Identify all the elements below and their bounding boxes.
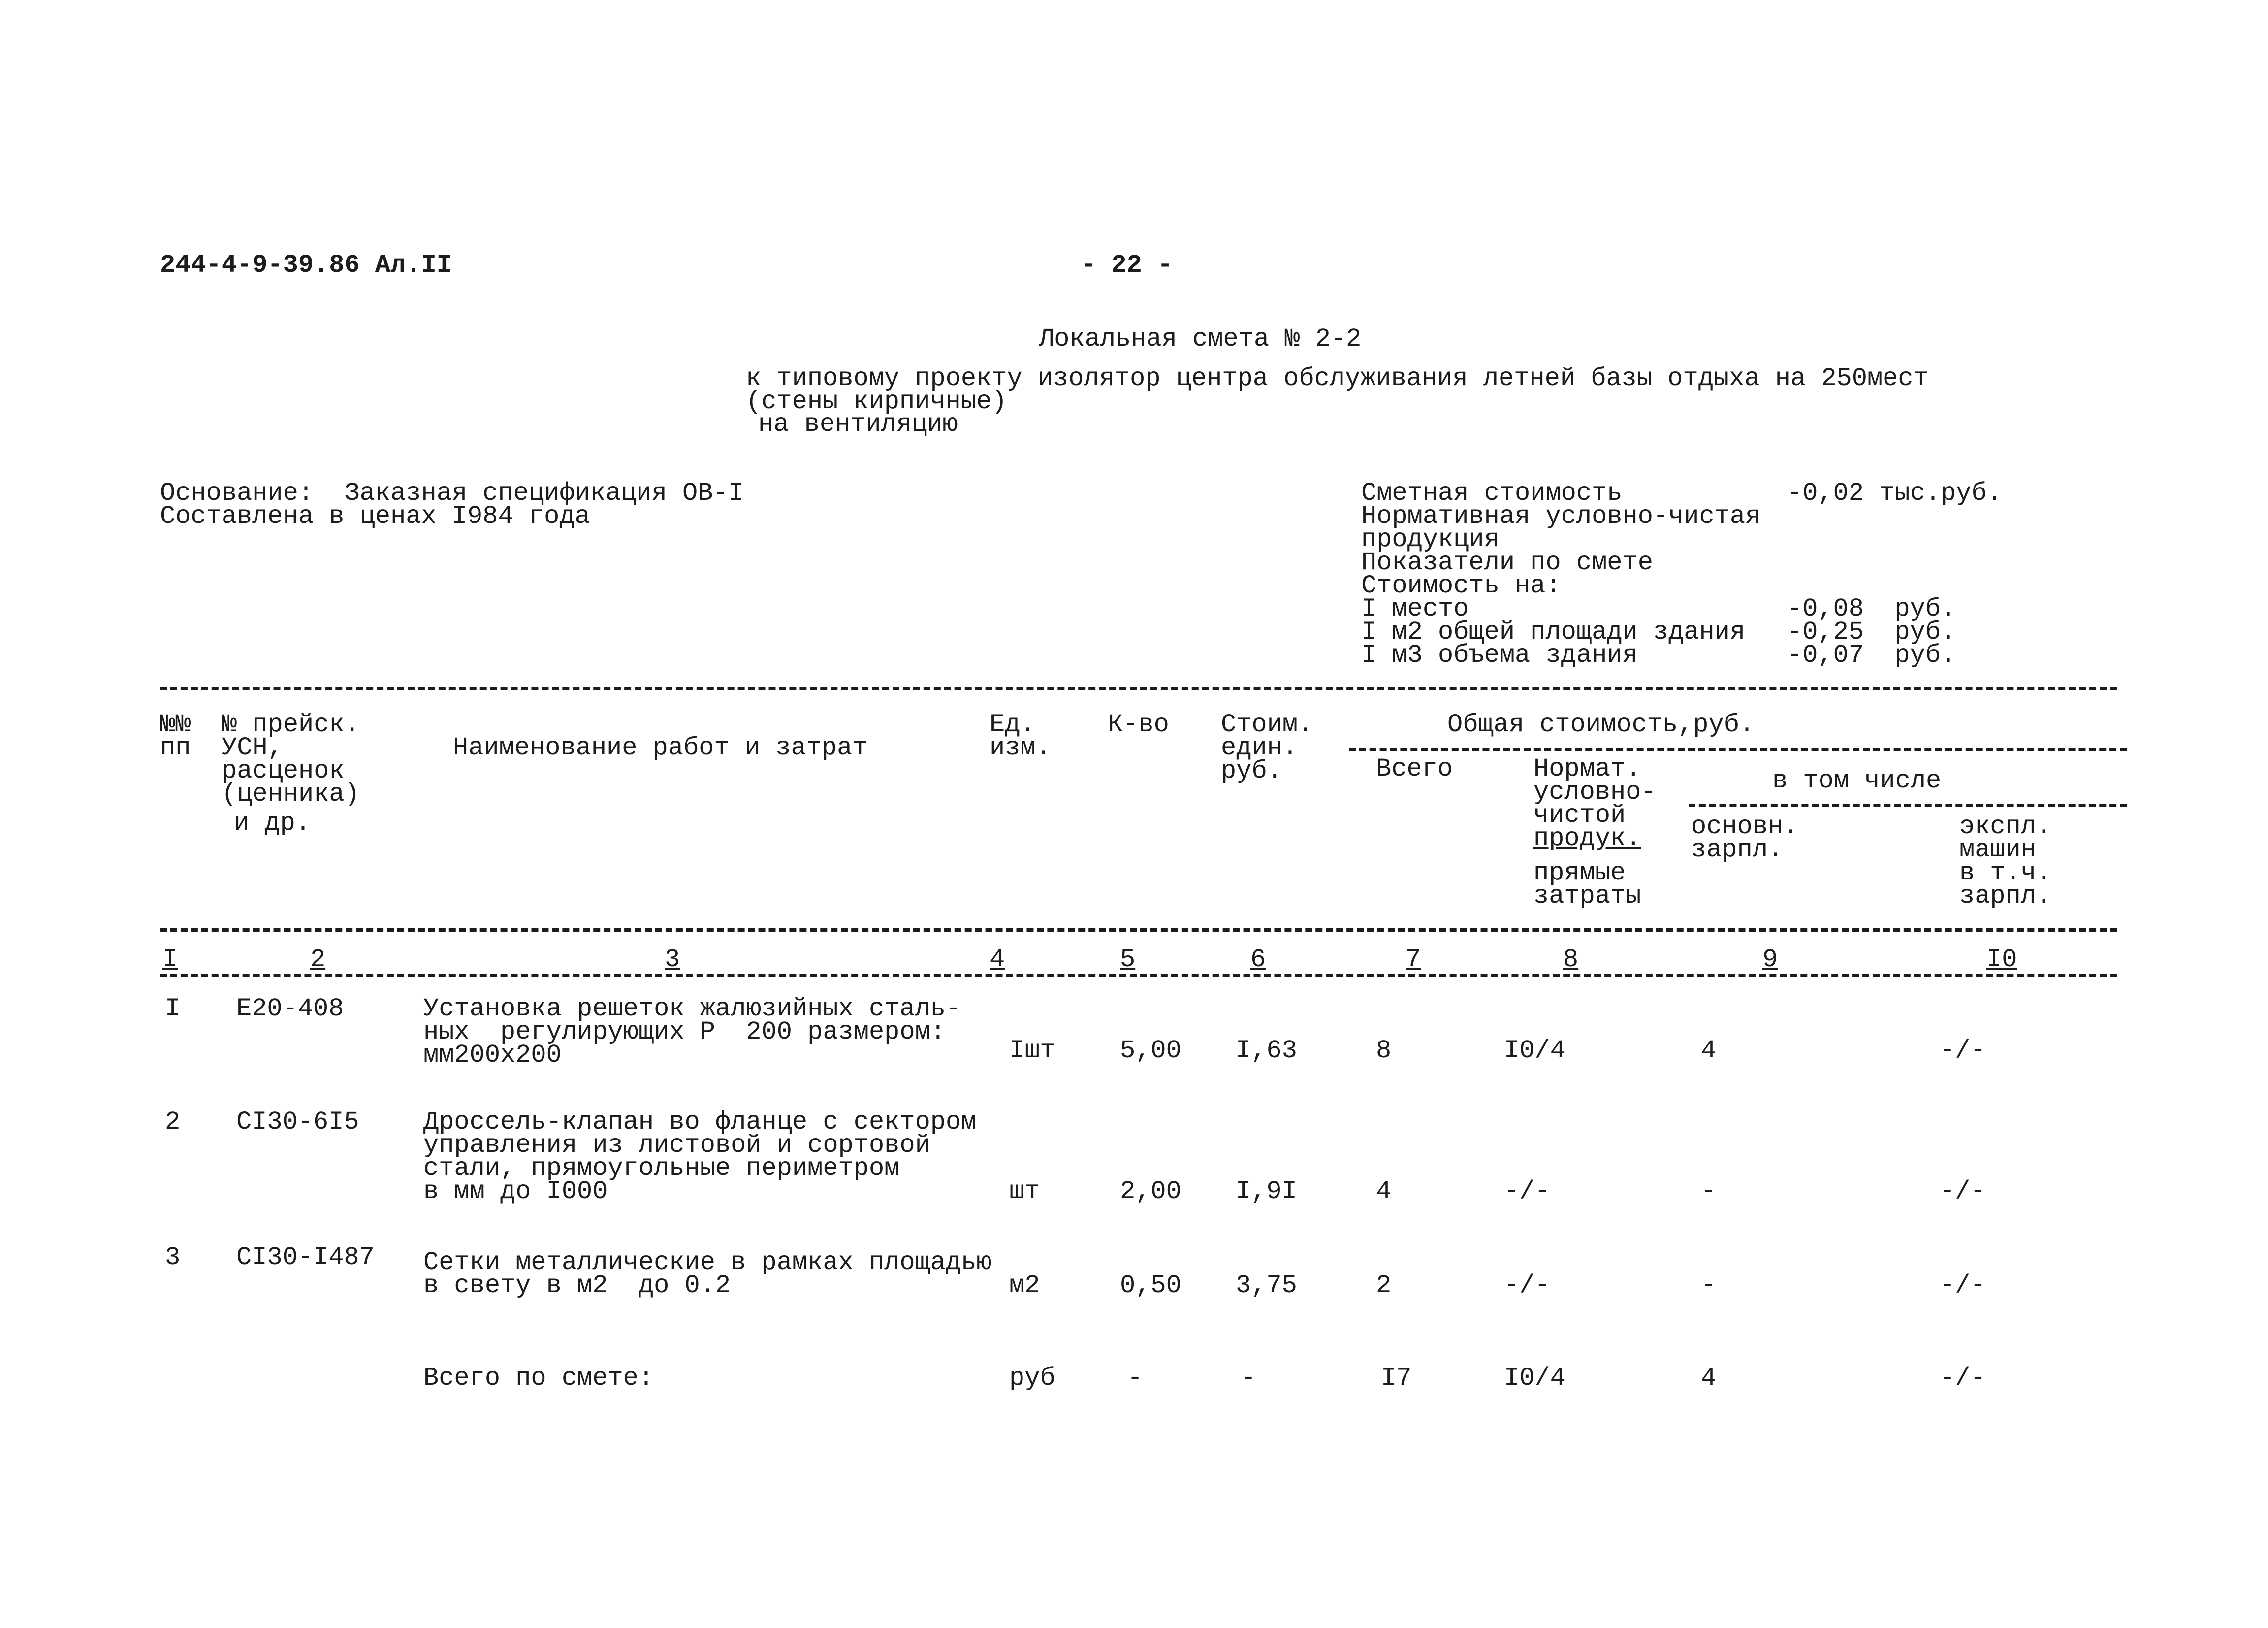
row-quantity: 2,00: [1120, 1177, 1182, 1206]
total-norm-production: I0/4: [1504, 1364, 1565, 1393]
row-total: 2: [1376, 1271, 1392, 1300]
row-name-line: стали, прямоугольные периметром: [423, 1154, 900, 1183]
col-name-header: Наименование работ и затрат: [453, 733, 868, 762]
col-norm-header-5: прямые: [1533, 858, 1626, 887]
estimated-cost-label: Сметная стоимость: [1361, 479, 1623, 508]
row-machine-cost: -/-: [1940, 1177, 1986, 1206]
project-description: к типовому проекту изолятор центра обслуживания летней базы отдыха на 250мест: [746, 364, 1929, 393]
row-number: 3: [165, 1243, 181, 1272]
row-number: 2: [165, 1107, 181, 1137]
row-machine-cost: -/-: [1940, 1036, 1986, 1065]
row-total: 8: [1376, 1036, 1392, 1065]
row-name-line: Сетки металлические в рамках площадью: [423, 1248, 992, 1277]
total-quantity: -: [1127, 1364, 1143, 1393]
per-place-label: I место: [1361, 594, 1469, 623]
indicators-label: Показатели по смете: [1361, 548, 1653, 577]
row-quantity: 0,50: [1120, 1271, 1182, 1300]
row-unit-price: 3,75: [1236, 1271, 1297, 1300]
column-number: 3: [665, 945, 680, 974]
per-m2-label: I м2 общей площади здания: [1361, 618, 1746, 647]
total-unit-price: -: [1241, 1364, 1256, 1393]
normative-production-label: Нормативная условно-чистая: [1361, 502, 1761, 531]
col-code-header-5: и др.: [234, 809, 311, 838]
prices-year-line: Составлена в ценах I984 года: [160, 502, 590, 531]
column-number: 6: [1250, 945, 1266, 974]
col-code-header: № прейск.: [222, 710, 360, 739]
row-machine-cost: -/-: [1940, 1271, 1986, 1300]
column-number: I: [162, 945, 178, 974]
column-number: 7: [1406, 945, 1421, 974]
row-quantity: 5,00: [1120, 1036, 1182, 1065]
row-norm-production: -/-: [1504, 1177, 1550, 1206]
col-unit-header-cont: изм.: [990, 733, 1051, 762]
row-price-code: Е20-408: [236, 994, 344, 1023]
estimated-cost-value: -0,02 тыс.руб.: [1787, 479, 2002, 508]
row-norm-production: -/-: [1504, 1271, 1550, 1300]
total-machine-cost: -/-: [1940, 1364, 1986, 1393]
col-mach-header-3: в т.ч.: [1959, 858, 2052, 887]
col-norm-header-4: продук.: [1533, 824, 1641, 853]
row-name-line: в свету в м2 до 0.2: [423, 1271, 731, 1300]
incl-group-rule: [1689, 804, 2127, 807]
total-sum: I7: [1381, 1364, 1412, 1393]
page-number: - 22 -: [1081, 251, 1173, 280]
col-num-header-cont: пп: [160, 733, 191, 762]
row-base-wage: -: [1701, 1271, 1717, 1300]
per-m3-value: -0,07 руб.: [1787, 641, 1956, 670]
col-norm-header: Нормат.: [1533, 754, 1641, 783]
row-name-line: в мм до I000: [423, 1177, 608, 1206]
row-unit-price: I,9I: [1236, 1177, 1297, 1206]
col-mach-header: экспл.: [1959, 812, 2052, 841]
row-unit-price: I,63: [1236, 1036, 1297, 1065]
column-number: 5: [1120, 945, 1136, 974]
row-price-code: СI30-I487: [236, 1243, 375, 1272]
col-total-header: Всего: [1376, 754, 1453, 783]
column-number: I0: [1986, 945, 2017, 974]
col-code-header-2: УСН,: [222, 733, 283, 762]
basis-line: Основание: Заказная спецификация ОВ-I: [160, 479, 744, 508]
col-qty-header: К-во: [1108, 710, 1169, 739]
col-price-header-2: един.: [1221, 733, 1298, 762]
col-code-header-3: расценок: [222, 756, 345, 785]
row-name-line: Дроссель-клапан во фланце с сектором: [423, 1107, 977, 1137]
column-number: 8: [1563, 945, 1579, 974]
per-m3-label: I м3 объема здания: [1361, 641, 1638, 670]
project-walls: (стены кирпичные): [746, 387, 1007, 416]
column-number: 9: [1762, 945, 1778, 974]
row-base-wage: -: [1701, 1177, 1717, 1206]
row-norm-production: I0/4: [1504, 1036, 1565, 1065]
column-number: 2: [310, 945, 326, 974]
estimate-title: Локальная смета № 2-2: [1039, 325, 1362, 354]
total-base-wage: 4: [1701, 1364, 1717, 1393]
total-cost-group-header: Общая стоимость,руб.: [1447, 710, 1755, 739]
col-norm-header-6: затраты: [1533, 881, 1641, 911]
project-section: на вентиляцию: [758, 410, 958, 439]
col-price-header-3: руб.: [1221, 756, 1282, 785]
col-norm-header-2: условно-: [1533, 778, 1657, 807]
col-num-header: №№: [160, 710, 191, 739]
row-number: I: [165, 994, 181, 1023]
row-unit: Iшт: [1009, 1036, 1055, 1065]
col-wage-header-cont: зарпл.: [1691, 835, 1784, 864]
col-mach-header-4: зарпл.: [1959, 881, 2052, 911]
document-code: 244-4-9-39.86 Ал.II: [160, 251, 452, 280]
table-top-rule: [160, 687, 2117, 690]
col-mach-header-2: машин: [1959, 835, 2037, 864]
col-price-header: Стоим.: [1221, 710, 1313, 739]
row-price-code: СI30-6I5: [236, 1107, 359, 1137]
row-unit: м2: [1009, 1271, 1040, 1300]
col-code-header-4: (ценника): [222, 780, 360, 809]
per-m2-value: -0,25 руб.: [1787, 618, 1956, 647]
col-unit-header: Ед.: [990, 710, 1036, 739]
total-label: Всего по смете:: [423, 1364, 654, 1393]
per-place-value: -0,08 руб.: [1787, 594, 1956, 623]
row-unit: шт: [1009, 1177, 1040, 1206]
row-name-line: Установка решеток жалюзийных сталь-: [423, 994, 961, 1023]
column-numbers-rule: [160, 974, 2117, 977]
row-name-line: мм200х200: [423, 1041, 562, 1070]
column-number: 4: [990, 945, 1005, 974]
col-wage-header: основн.: [1691, 812, 1799, 841]
row-base-wage: 4: [1701, 1036, 1717, 1065]
cost-per-label: Стоимость на:: [1361, 571, 1561, 600]
header-bottom-rule: [160, 928, 2117, 932]
incl-group-header: в том числе: [1772, 766, 1942, 795]
col-norm-header-3: чистой: [1533, 801, 1626, 830]
row-name-line: ных регулирующих Р 200 размером:: [423, 1017, 946, 1046]
total-unit: руб: [1009, 1364, 1055, 1393]
normative-production-label-cont: продукция: [1361, 525, 1500, 554]
total-group-rule: [1349, 748, 2127, 751]
row-name-line: управления из листовой и сортовой: [423, 1131, 930, 1160]
row-total: 4: [1376, 1177, 1392, 1206]
